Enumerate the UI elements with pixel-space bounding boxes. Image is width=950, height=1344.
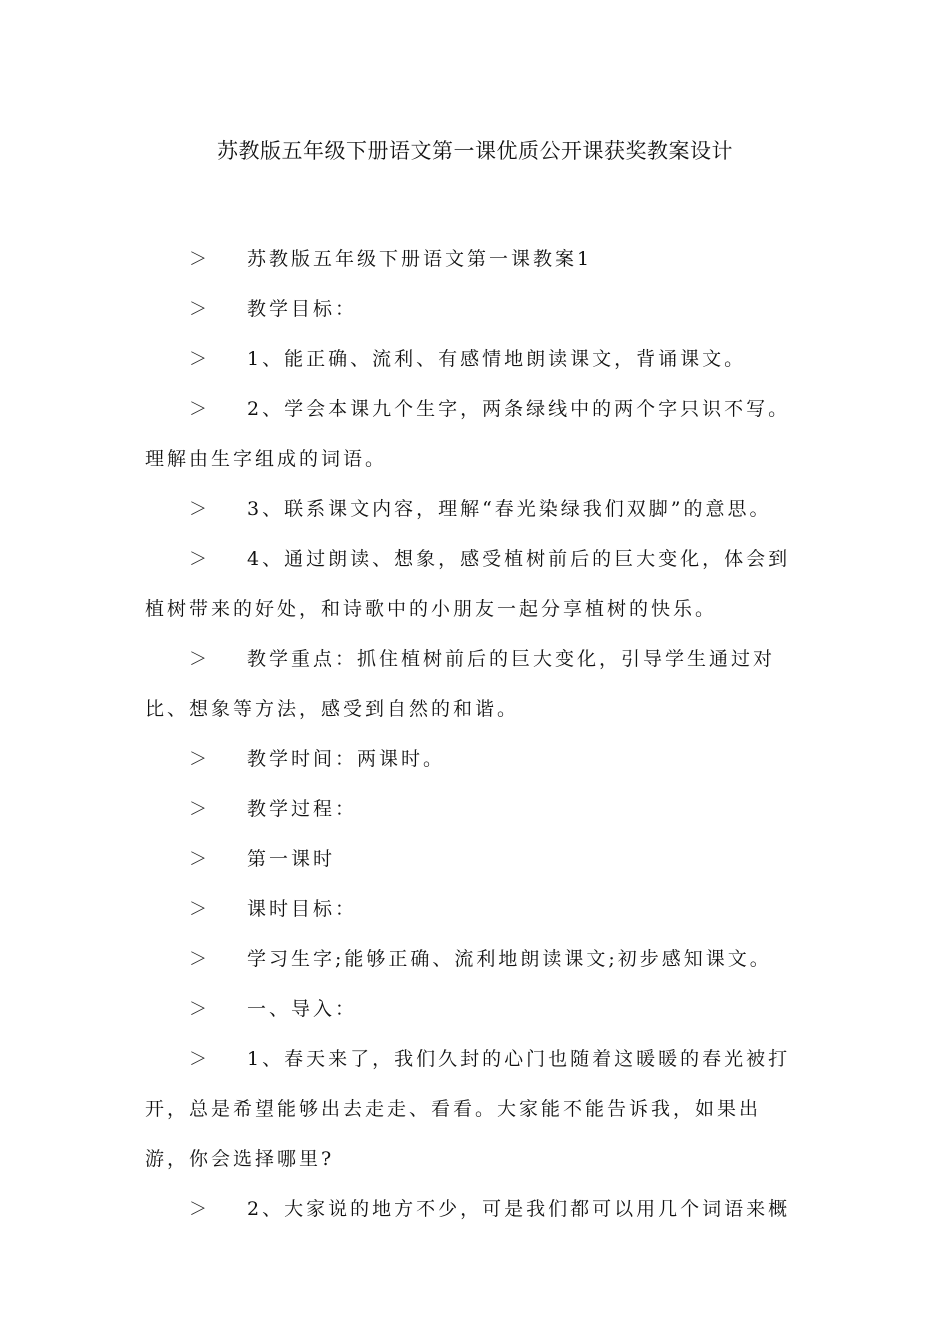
- paragraph: [145, 834, 810, 884]
- paragraph-first-line: [145, 534, 810, 584]
- paragraph-continuation-line: 游，你会选择哪里?: [145, 1148, 335, 1170]
- paragraph: [145, 384, 810, 484]
- paragraph-first-line: [145, 634, 810, 684]
- paragraph-text: 一、导入：: [247, 998, 358, 1020]
- paragraph-first-line: [145, 934, 810, 984]
- paragraph-text: 2、学会本课九个生字，两条绿线中的两个字只识不写。: [247, 398, 791, 420]
- paragraph-continuation-line: 植树带来的好处，和诗歌中的小朋友一起分享植树的快乐。: [145, 598, 718, 620]
- paragraph: [145, 1184, 810, 1234]
- paragraph-text: 4、通过朗读、想象，感受植树前后的巨大变化，体会到: [247, 548, 791, 570]
- paragraph: [145, 234, 810, 284]
- paragraph: [145, 634, 810, 734]
- paragraph: [145, 934, 810, 984]
- paragraph-first-line: [145, 1034, 810, 1084]
- bullet-marker-icon: ＞: [189, 999, 210, 1020]
- bullet-marker-icon: ＞: [189, 849, 210, 870]
- paragraph-first-line: [145, 884, 810, 934]
- paragraph-text: 第一课时: [247, 848, 336, 870]
- bullet-marker-icon: ＞: [189, 399, 210, 420]
- paragraph-first-line: [145, 234, 810, 284]
- paragraph-text: 教学目标：: [247, 298, 358, 320]
- paragraph: [145, 784, 810, 834]
- paragraph: [145, 984, 810, 1034]
- paragraph: [145, 884, 810, 934]
- paragraph-first-line: [145, 384, 810, 434]
- bullet-marker-icon: ＞: [189, 799, 210, 820]
- paragraph: [145, 484, 810, 534]
- paragraph: [145, 734, 810, 784]
- paragraph-text: 教学重点：抓住植树前后的巨大变化，引导学生通过对: [247, 648, 776, 670]
- bullet-marker-icon: ＞: [189, 549, 210, 570]
- paragraph: [145, 1034, 810, 1184]
- bullet-marker-icon: ＞: [189, 499, 210, 520]
- bullet-marker-icon: ＞: [189, 299, 210, 320]
- document-title: 苏教版五年级下册语文第一课优质公开课获奖教案设计: [217, 139, 733, 163]
- paragraph: [145, 284, 810, 334]
- paragraph-first-line: [145, 484, 810, 534]
- paragraph-text: 课时目标：: [247, 898, 358, 920]
- paragraph: [145, 334, 810, 384]
- bullet-marker-icon: ＞: [189, 749, 210, 770]
- bullet-marker-icon: ＞: [189, 1049, 210, 1070]
- paragraph-text: 1、春天来了，我们久封的心门也随着这暖暖的春光被打: [247, 1048, 791, 1070]
- paragraph-first-line: [145, 734, 810, 784]
- bullet-marker-icon: ＞: [189, 1199, 210, 1220]
- paragraph-first-line: [145, 334, 810, 384]
- paragraph-first-line: [145, 834, 810, 884]
- paragraph-text: 1、能正确、流利、有感情地朗读课文，背诵课文。: [247, 348, 747, 370]
- paragraph-text: 3、联系课文内容，理解“春光染绿我们双脚”的意思。: [247, 498, 772, 520]
- bullet-marker-icon: ＞: [189, 899, 210, 920]
- paragraph-text: 教学过程：: [247, 798, 358, 820]
- bullet-marker-icon: ＞: [189, 249, 210, 270]
- bullet-marker-icon: ＞: [189, 349, 210, 370]
- paragraph-text: 教学时间：两课时。: [247, 748, 446, 770]
- paragraph-first-line: [145, 784, 810, 834]
- paragraph-continuation-line: 理解由生字组成的词语。: [145, 448, 388, 470]
- document-body: [145, 234, 810, 1234]
- paragraph-first-line: [145, 984, 810, 1034]
- paragraph: [145, 534, 810, 634]
- paragraph-continuation-line: 开，总是希望能够出去走走、看看。大家能不能告诉我，如果出: [145, 1098, 762, 1120]
- bullet-marker-icon: ＞: [189, 949, 210, 970]
- paragraph-first-line: [145, 284, 810, 334]
- bullet-marker-icon: ＞: [189, 649, 210, 670]
- paragraph-continuation-line: 比、想象等方法，感受到自然的和谐。: [145, 698, 520, 720]
- paragraph-text: 学习生字;能够正确、流利地朗读课文;初步感知课文。: [247, 948, 772, 970]
- paragraph-text: 苏教版五年级下册语文第一课教案1: [247, 248, 593, 270]
- paragraph-text: 2、大家说的地方不少，可是我们都可以用几个词语来概: [247, 1198, 791, 1220]
- paragraph-first-line: [145, 1184, 810, 1234]
